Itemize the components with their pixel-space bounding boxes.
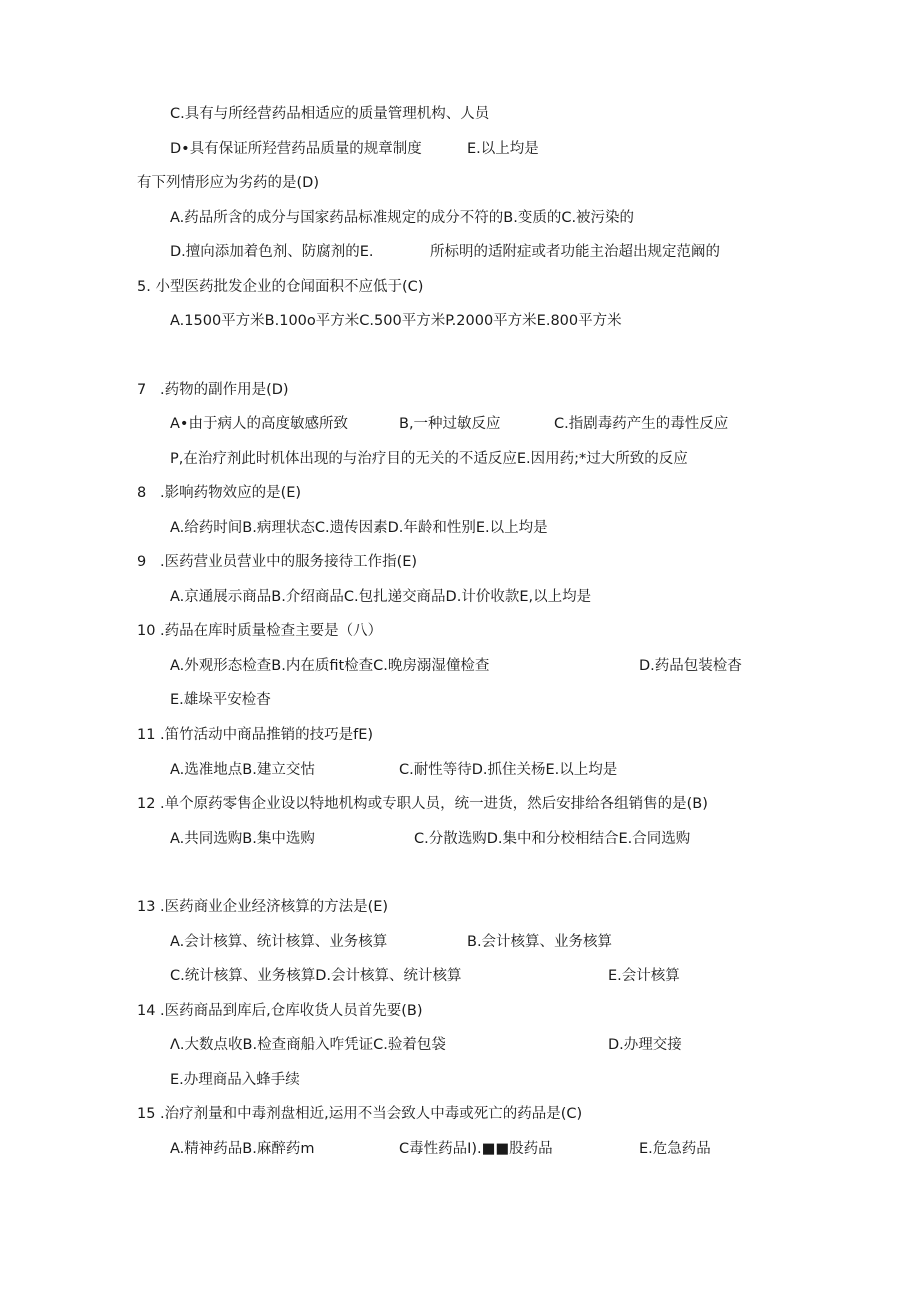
option-text: A•由于病人的高度敏感所致 <box>170 416 348 432</box>
question-number: 15 <box>137 1106 156 1122</box>
option-text: E.以上均是 <box>467 141 539 157</box>
option-text: E.会计核算 <box>608 968 680 984</box>
option-text: C毒性药品I).■■股药品 <box>399 1141 553 1157</box>
question-text: .影响药物效应的是(E) <box>160 485 302 501</box>
option-text: A.精神药品B.麻醉药m <box>170 1141 315 1157</box>
option-text: E.办理商品入蜂手续 <box>170 1072 300 1088</box>
question-number: 14 <box>137 1003 156 1019</box>
question-text: .治疗剂量和中毒剂盘相近,运用不当会致人中毒或死亡的药品是(C) <box>160 1106 583 1122</box>
option-text: C.具有与所经营药品相适应的质量管理机构、人员 <box>170 106 490 122</box>
option-text: A.选准地点B.建立交怙 <box>170 762 315 778</box>
question-number: 11 <box>137 727 156 743</box>
option-text: C.耐性等待D.抓住关杨E.以上均是 <box>399 762 618 778</box>
option-text: E.雄垛平安检杳 <box>170 692 271 708</box>
option-text: A.会计核算、统计核算、业务核算 <box>170 934 388 950</box>
question-number: 8 <box>137 485 147 501</box>
option-text: A.京通展示商品B.介绍商品C.包扎递交商品D.计价收款E,以上均是 <box>170 589 592 605</box>
option-text: P,在治疗剂此时机体出现的与治疗目的无关的不适反应E.因用药;*过大所致的反应 <box>170 451 688 467</box>
question-number: 12 <box>137 796 156 812</box>
option-text: A.外观形态检查B.内在质fit检查C.晚房溺湿僮检查 <box>170 658 490 674</box>
option-text: Λ.大数点收B.检查商船入咋凭证C.验着包袋 <box>170 1037 446 1053</box>
question-text: .药品在库时质量检查主要是（八） <box>160 623 383 639</box>
question-text: 有下列情形应为劣药的是(D) <box>137 175 319 191</box>
question-text: .笛竹活动中商品推销的技巧是fE) <box>160 727 374 743</box>
question-text: 5. 小型医药批发企业的仓闻面积不应低于(C) <box>137 279 424 295</box>
option-text: C.分散选购D.集中和分校相结合E.合同选购 <box>414 831 691 847</box>
option-text: D.擅向添加着色剂、防腐剂的E. <box>170 244 374 260</box>
question-number: 10 <box>137 623 156 639</box>
option-text: C.指剧毒药产生的毒性反应 <box>554 416 729 432</box>
option-text: A.共同选购B.集中选购 <box>170 831 315 847</box>
option-text: D.办理交接 <box>608 1037 682 1053</box>
question-text: .单个原药零售企业设以特地机构或专职人员，统一进货，然后安排给各组销售的是(B) <box>160 796 708 812</box>
question-text: .医药商业企业经济核算的方法是(E) <box>160 899 389 915</box>
option-text: D•具有保证所羟营药品质量的规章制度 <box>170 141 422 157</box>
option-text: A.药品所含的成分与国家药品标准规定的成分不符的B.变质的C.被污染的 <box>170 210 635 226</box>
option-text: D.药品包装检杳 <box>639 658 742 674</box>
question-text: .医药营业员营业中的服务接待工作指(E) <box>160 554 418 570</box>
option-text: B,一种过敏反应 <box>399 416 501 432</box>
option-text: 所标明的适附症或者功能主治超出规定范阚的 <box>430 244 720 260</box>
option-text: B.会计核算、业务核算 <box>467 934 613 950</box>
question-text: .药物的副作用是(D) <box>160 382 289 398</box>
question-number: 13 <box>137 899 156 915</box>
question-text: .医药商品到库后,仓库收货人员首先要(B) <box>160 1003 423 1019</box>
option-text: E.危急药品 <box>639 1141 711 1157</box>
option-text: C.统计核算、业务核算D.会计核算、统计核算 <box>170 968 462 984</box>
question-number: 9 <box>137 554 147 570</box>
option-text: A.给药时间B.病理状态C.遗传因素D.年龄和性别E.以上均是 <box>170 520 548 536</box>
question-number: 7 <box>137 382 147 398</box>
option-text: A.1500平方米B.100o平方米C.500平方米P.2000平方米E.800平方米 <box>170 313 622 329</box>
